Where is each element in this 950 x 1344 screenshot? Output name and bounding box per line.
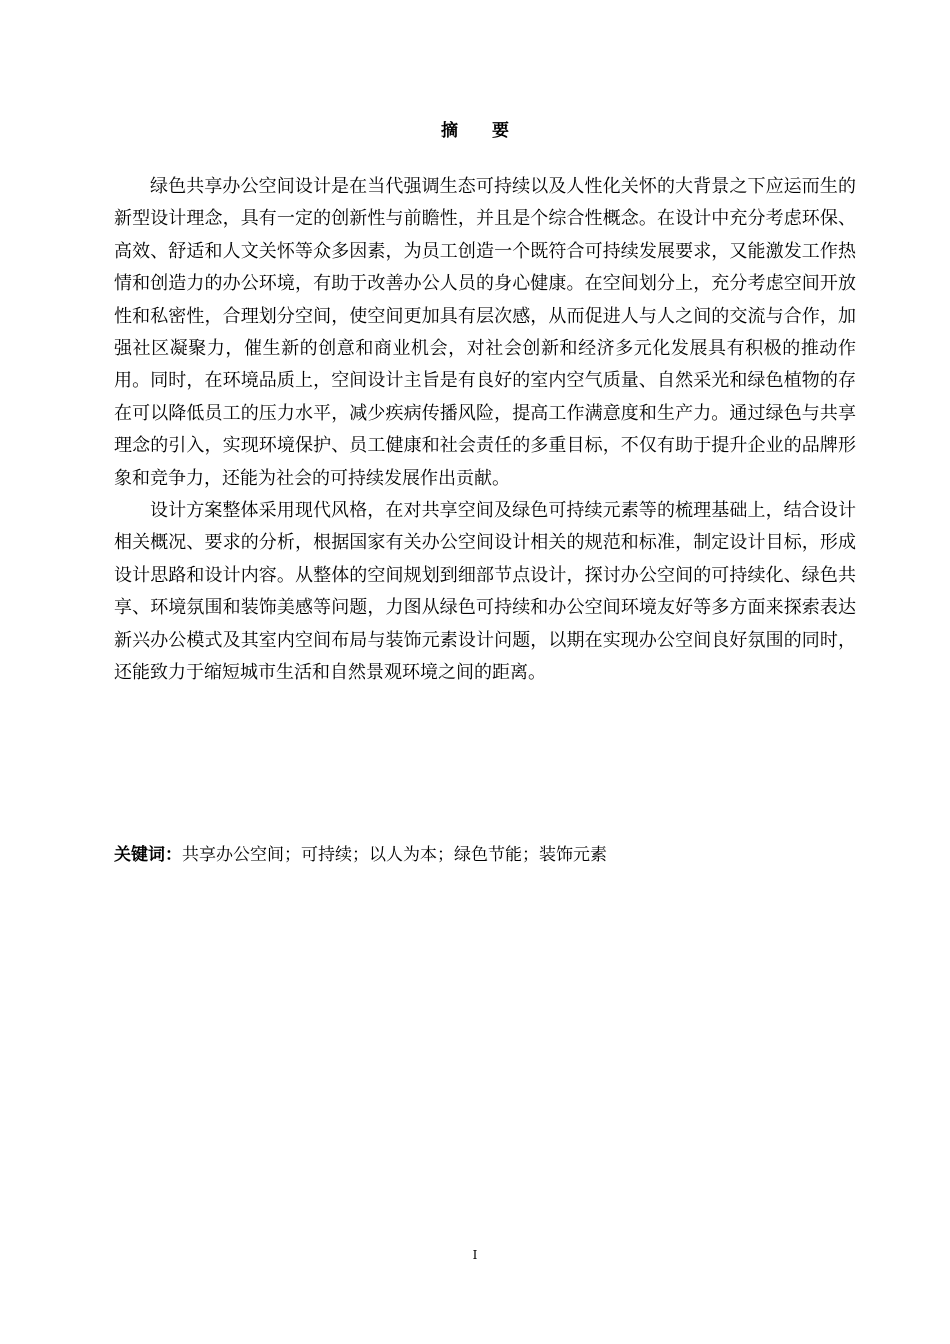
keywords-line — [114, 839, 856, 871]
abstract-paragraph-2: 设计方案整体采用现代风格，在对共享空间及绿色可持续元素等的梳理基础上，结合设计相关概况、要求的分析，根据国家有关办公空间设计相关的规范和标准，制定设计目标，形成设计思路和设计内容。从整体的空间规划到细部节点设计，探讨办公空间的可持续化、绿色共享、环境氛围和装饰美感等问题，力图从绿色可持续和办公空间环境友好等多方面来探索表达新兴办公模式及其室内空间布局与装饰元素设计问题，以期在实现办公空间良好氛围的同时，还能致力于缩短城市生活和自然景观环境之间的距离。 — [114, 500, 856, 684]
page-number: I — [472, 1248, 478, 1262]
abstract-paragraph-1: 绿色共享办公空间设计是在当代强调生态可持续以及人性化关怀的大背景之下应运而生的新型设计理念，具有一定的创新性与前瞻性，并且是个综合性概念。在设计中充分考虑环保、高效、舒适和人文关怀等众多因素，为员工创造一个既符合可持续发展要求，又能激发工作热情和创造力的办公环境，有助于改善办公人员的身心健康。在空间划分上，充分考虑空间开放性和私密性，合理划分空间，使空间更加具有层次感，从而促进人与人之间的交流与合作，加强社区凝聚力，催生新的创意和商业机会，对社会创新和经济多元化发展具有积极的推动作用。同时，在环境品质上，空间设计主旨是有良好的室内空气质量、自然采光和绿色植物的存在可以降低员工的压力水平，减少疾病传播风险，提高工作满意度和生产力。通过绿色与共享理念的引入，实现环境保护、员工健康和社会责任的多重目标，不仅有助于提升企业的品牌形象和竞争力，还能为社会的可持续发展作出贡献。 — [114, 176, 856, 489]
keywords-label: 关键词： — [114, 845, 182, 865]
keywords-text: 共享办公空间；可持续；以人为本；绿色节能；装饰元素 — [182, 845, 607, 865]
abstract-body — [114, 171, 856, 690]
abstract-title: 摘 要 — [441, 121, 523, 141]
